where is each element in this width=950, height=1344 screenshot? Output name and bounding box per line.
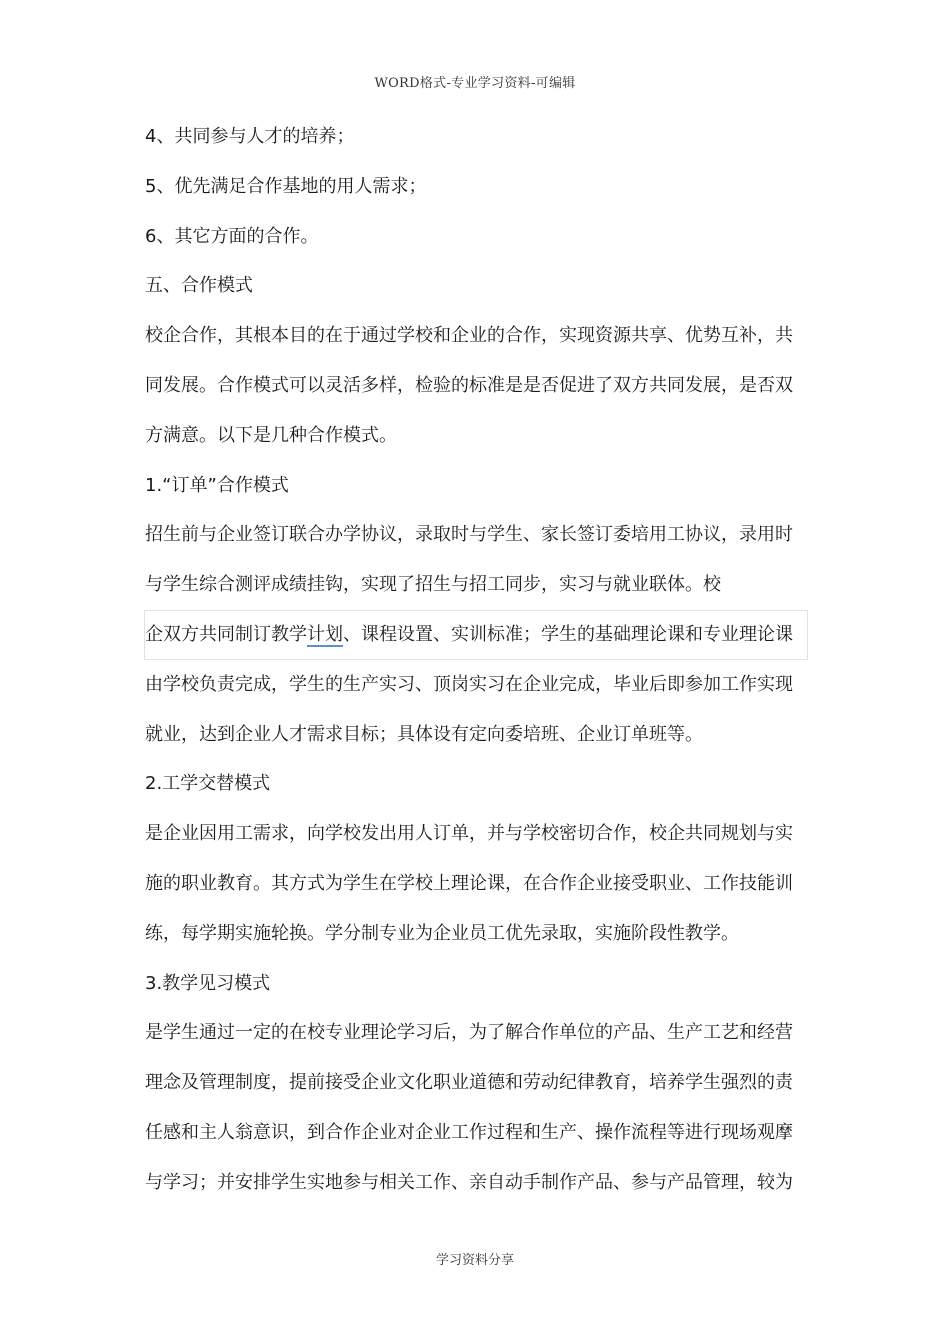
paragraph-line: 理念及管理制度，提前接受企业文化职业道德和劳动纪律教育，培养学生强烈的责	[145, 1072, 793, 1094]
paragraph-line: 任感和主人翁意识，到合作企业对企业工作过程和生产、操作流程等进行现场观摩	[145, 1121, 793, 1143]
document-body	[145, 112, 807, 1208]
list-item-5: 5、优先满足合作基地的用人需求；	[145, 175, 427, 197]
highlighted-paragraph-line	[144, 610, 808, 660]
underlined-word: 计划	[307, 623, 343, 645]
paragraph-line: 同发展。合作模式可以灵活多样，检验的标准是是否促进了双方共同发展，是否双	[145, 374, 793, 396]
text-segment: 企双方共同制订教学	[145, 623, 307, 645]
paragraph-line: 方满意。以下是几种合作模式。	[145, 424, 397, 446]
paragraph-line: 是学生通过一定的在校专业理论学习后，为了解合作单位的产品、生产工艺和经营	[145, 1022, 793, 1044]
section-heading-cooperation-mode: 五、合作模式	[145, 275, 253, 297]
text-segment: 、课程设置、实训标准；学生的基础理论课和专业理论课	[343, 623, 793, 645]
list-item-6: 6、其它方面的合作。	[145, 225, 319, 247]
paragraph-line: 招生前与企业签订联合办学协议，录取时与学生、家长签订委培用工协议，录用时	[145, 524, 793, 546]
paragraph-line: 是企业因用工需求，向学校发出用人订单，并与学校密切合作，校企共同规划与实	[145, 823, 793, 845]
paragraph-line: 就业，达到企业人才需求目标；具体设有定向委培班、企业订单班等。	[145, 723, 703, 745]
paragraph-line: 由学校负责完成，学生的生产实习、顶岗实习在企业完成，毕业后即参加工作实现	[145, 673, 793, 695]
list-item-4: 4、共同参与人才的培养；	[145, 126, 355, 147]
paragraph-line: 校企合作，其根本目的在于通过学校和企业的合作，实现资源共享、优势互补，共	[145, 325, 793, 347]
page-footer: 学习资料分享	[435, 1253, 514, 1268]
subheading-order-mode: 1.“订单”合作模式	[145, 474, 289, 496]
subheading-teaching-internship-mode: 3.教学见习模式	[145, 972, 271, 994]
paragraph-line: 与学生综合测评成绩挂钩，实现了招生与招工同步，实习与就业联体。校	[145, 574, 721, 596]
paragraph-line: 练，每学期实施轮换。学分制专业为企业员工优先录取，实施阶段性教学。	[145, 922, 739, 944]
paragraph-line: 施的职业教育。其方式为学生在学校上理论课，在合作企业接受职业、工作技能训	[145, 872, 793, 894]
subheading-work-study-mode: 2.工学交替模式	[145, 773, 271, 795]
page-header: WORD格式-专业学习资料-可编辑	[374, 76, 576, 91]
paragraph-line: 与学习；并安排学生实地参与相关工作、亲自动手制作产品、参与产品管理，较为	[145, 1171, 793, 1193]
